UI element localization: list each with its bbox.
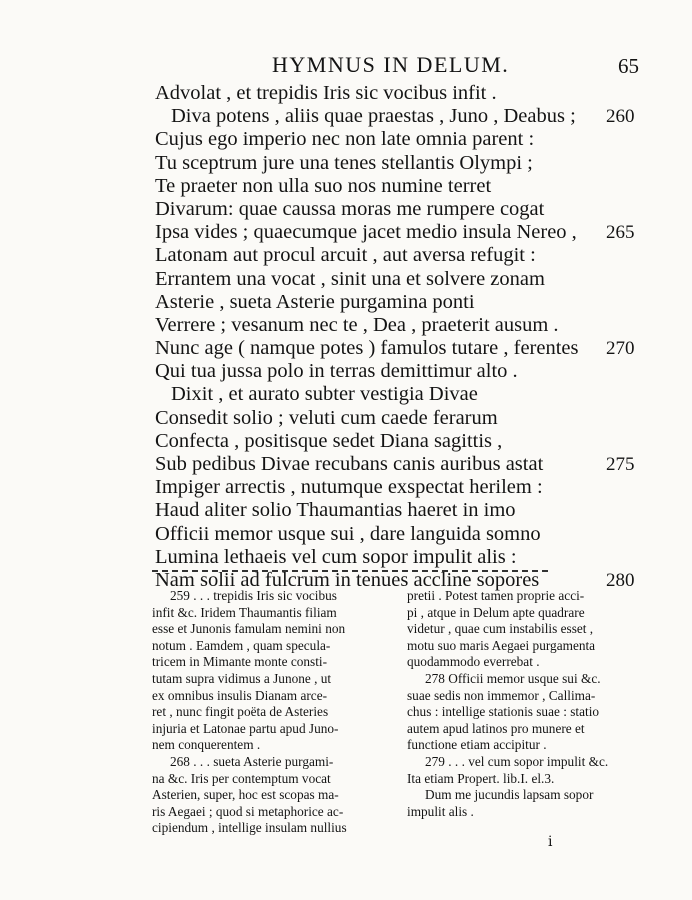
page-number: 65 xyxy=(618,54,639,78)
verse-text: Haud aliter solio Thaumantias haeret in imo xyxy=(155,499,516,522)
footnote-line: ex omnibus insulis Dianam arce- xyxy=(152,687,328,703)
verse-line xyxy=(0,198,692,221)
footnote-line: injuria et Latonae partu apud Juno- xyxy=(152,720,339,736)
footnote-line: videtur , quae cum instabilis esset , xyxy=(407,621,594,637)
verse-text: Diva potens , aliis quae praestas , Juno , Deabus ; xyxy=(171,105,576,128)
verse-text: Asterie , sueta Asterie purgamina ponti xyxy=(155,290,475,313)
line-number: 260 xyxy=(606,106,635,128)
verse-line xyxy=(0,523,692,546)
footnote-line: 259 . . . trepidis Iris sic vocibus xyxy=(170,588,337,603)
footnote-line: autem apud latinos pro munere et xyxy=(407,720,585,736)
verse-text: Ipsa vides ; quaecumque jacet medio insula Nereo , xyxy=(155,221,577,244)
footnote-line: chus : intellige stationis suae : statio xyxy=(407,704,600,720)
verse-line xyxy=(0,82,692,105)
running-title: HYMNUS IN DELUM. xyxy=(272,52,510,77)
verse-text: Officii memor usque sui , dare languida somno xyxy=(155,522,541,545)
footnote-line: 278 Officii memor usque sui &c. xyxy=(425,670,601,686)
footnote-line: pretii . Potest tamen proprie acci- xyxy=(407,588,585,603)
verse-line xyxy=(0,546,692,569)
footnotes-left-column xyxy=(152,588,392,837)
footnote-line: na &c. Iris per contemptum vocat xyxy=(152,770,331,786)
line-number: 275 xyxy=(606,454,635,475)
verse-text: Confecta , positisque sedet Diana sagittis , xyxy=(155,429,503,452)
footnote-line: quodammodo everrebat . xyxy=(407,654,540,670)
footnote-line: infit &c. Iridem Thaumantis filiam xyxy=(152,604,337,620)
verse-line xyxy=(0,430,692,453)
footnotes-right-column xyxy=(407,588,609,820)
verse-line xyxy=(0,476,692,499)
footnote-line: 279 . . . vel cum sopor impulit &c. xyxy=(425,753,609,769)
footnote-line: notum . Eamdem , quam specula- xyxy=(152,637,331,653)
footnote-line: Ita etiam Propert. lib.I. el.3. xyxy=(407,770,555,786)
footnote-line: Dum me jucundis lapsam sopor xyxy=(425,787,594,803)
verse-text: Te praeter non ulla suo nos numine terret xyxy=(155,174,492,197)
verse-text: Qui tua jussa polo in terras demittimur alto . xyxy=(155,360,518,383)
verse-line xyxy=(0,128,692,151)
footnote-line: Asterien, super, hoc est scopas ma- xyxy=(152,787,339,803)
verse-line xyxy=(0,499,692,522)
verse-line xyxy=(0,268,692,291)
signature-mark: i xyxy=(548,834,553,850)
verse-text: Verrere ; vesanum nec te , Dea , praeterit ausum . xyxy=(155,313,559,336)
footnote-line: pi , atque in Delum apte quadrare xyxy=(407,604,585,620)
verse-line xyxy=(0,314,692,337)
verse-text: Nam solii ad fulcrum in tenues accline sopores xyxy=(155,568,540,591)
verse-line xyxy=(0,152,692,175)
verse-line xyxy=(0,337,692,360)
footnote-line: esse et Junonis famulam nemini non xyxy=(152,621,346,637)
line-number: 280 xyxy=(606,569,635,591)
verse-text: Divarum: quae caussa moras me rumpere cogat xyxy=(155,197,545,220)
verse-text: Consedit solio ; veluti cum caede ferarum xyxy=(155,406,498,429)
verse-text: Nunc age ( namque potes ) famulos tutare , ferentes xyxy=(155,337,579,360)
footnote-line: tricem in Mimante monte consti- xyxy=(152,654,328,670)
footnote-line: motu suo maris Aegaei purgamenta xyxy=(407,637,596,653)
poem-text xyxy=(0,82,692,592)
verse-text: Cujus ego imperio nec non late omnia parent : xyxy=(155,128,535,151)
verse-text: Errantem una vocat , sinit una et solvere zonam xyxy=(155,267,545,290)
verse-line xyxy=(0,105,692,128)
footnote-line: nem conquerentem . xyxy=(152,737,261,753)
verse-text: Latonam aut procul arcuit , aut aversa refugit : xyxy=(155,244,536,267)
footnotes xyxy=(152,588,609,848)
verse-line xyxy=(0,244,692,267)
verse-line xyxy=(0,407,692,430)
footnote-line: cipiendum , intellige insulam nullius xyxy=(152,820,347,836)
footnote-line: 268 . . . sueta Asterie purgami- xyxy=(170,753,334,769)
verse-line xyxy=(0,453,692,476)
verse-text: Advolat , et trepidis Iris sic vocibus infit . xyxy=(155,82,497,104)
verse-line xyxy=(0,175,692,198)
footnote-line: suae sedis non immemor , Callima- xyxy=(407,687,596,703)
footnote-line: functione etiam accipitur . xyxy=(407,737,547,753)
footnote-line: ret , nunc fingit poëta de Asteries xyxy=(152,704,329,720)
line-number: 270 xyxy=(606,338,635,360)
line-number: 265 xyxy=(606,222,635,244)
footnote-divider xyxy=(152,570,548,572)
verse-text: Dixit , et aurato subter vestigia Divae xyxy=(171,383,478,406)
verse-line xyxy=(0,360,692,383)
verse-text: Lumina lethaeis vel cum sopor impulit alis : xyxy=(155,545,517,568)
verse-line xyxy=(0,221,692,244)
verse-text: Sub pedibus Divae recubans canis auribus astat xyxy=(155,453,544,475)
footnote-line: impulit alis . xyxy=(407,803,474,819)
footnote-line: tutam supra vidimus a Junone , ut xyxy=(152,670,332,686)
verse-text: Impiger arrectis , nutumque exspectat herilem : xyxy=(155,476,543,499)
verse-line xyxy=(0,291,692,314)
verse-line xyxy=(0,383,692,406)
page-header xyxy=(0,50,692,84)
footnote-line: ris Aegaei ; quod si metaphorice ac- xyxy=(152,803,344,819)
verse-text: Tu sceptrum jure una tenes stellantis Olympi ; xyxy=(155,151,533,174)
